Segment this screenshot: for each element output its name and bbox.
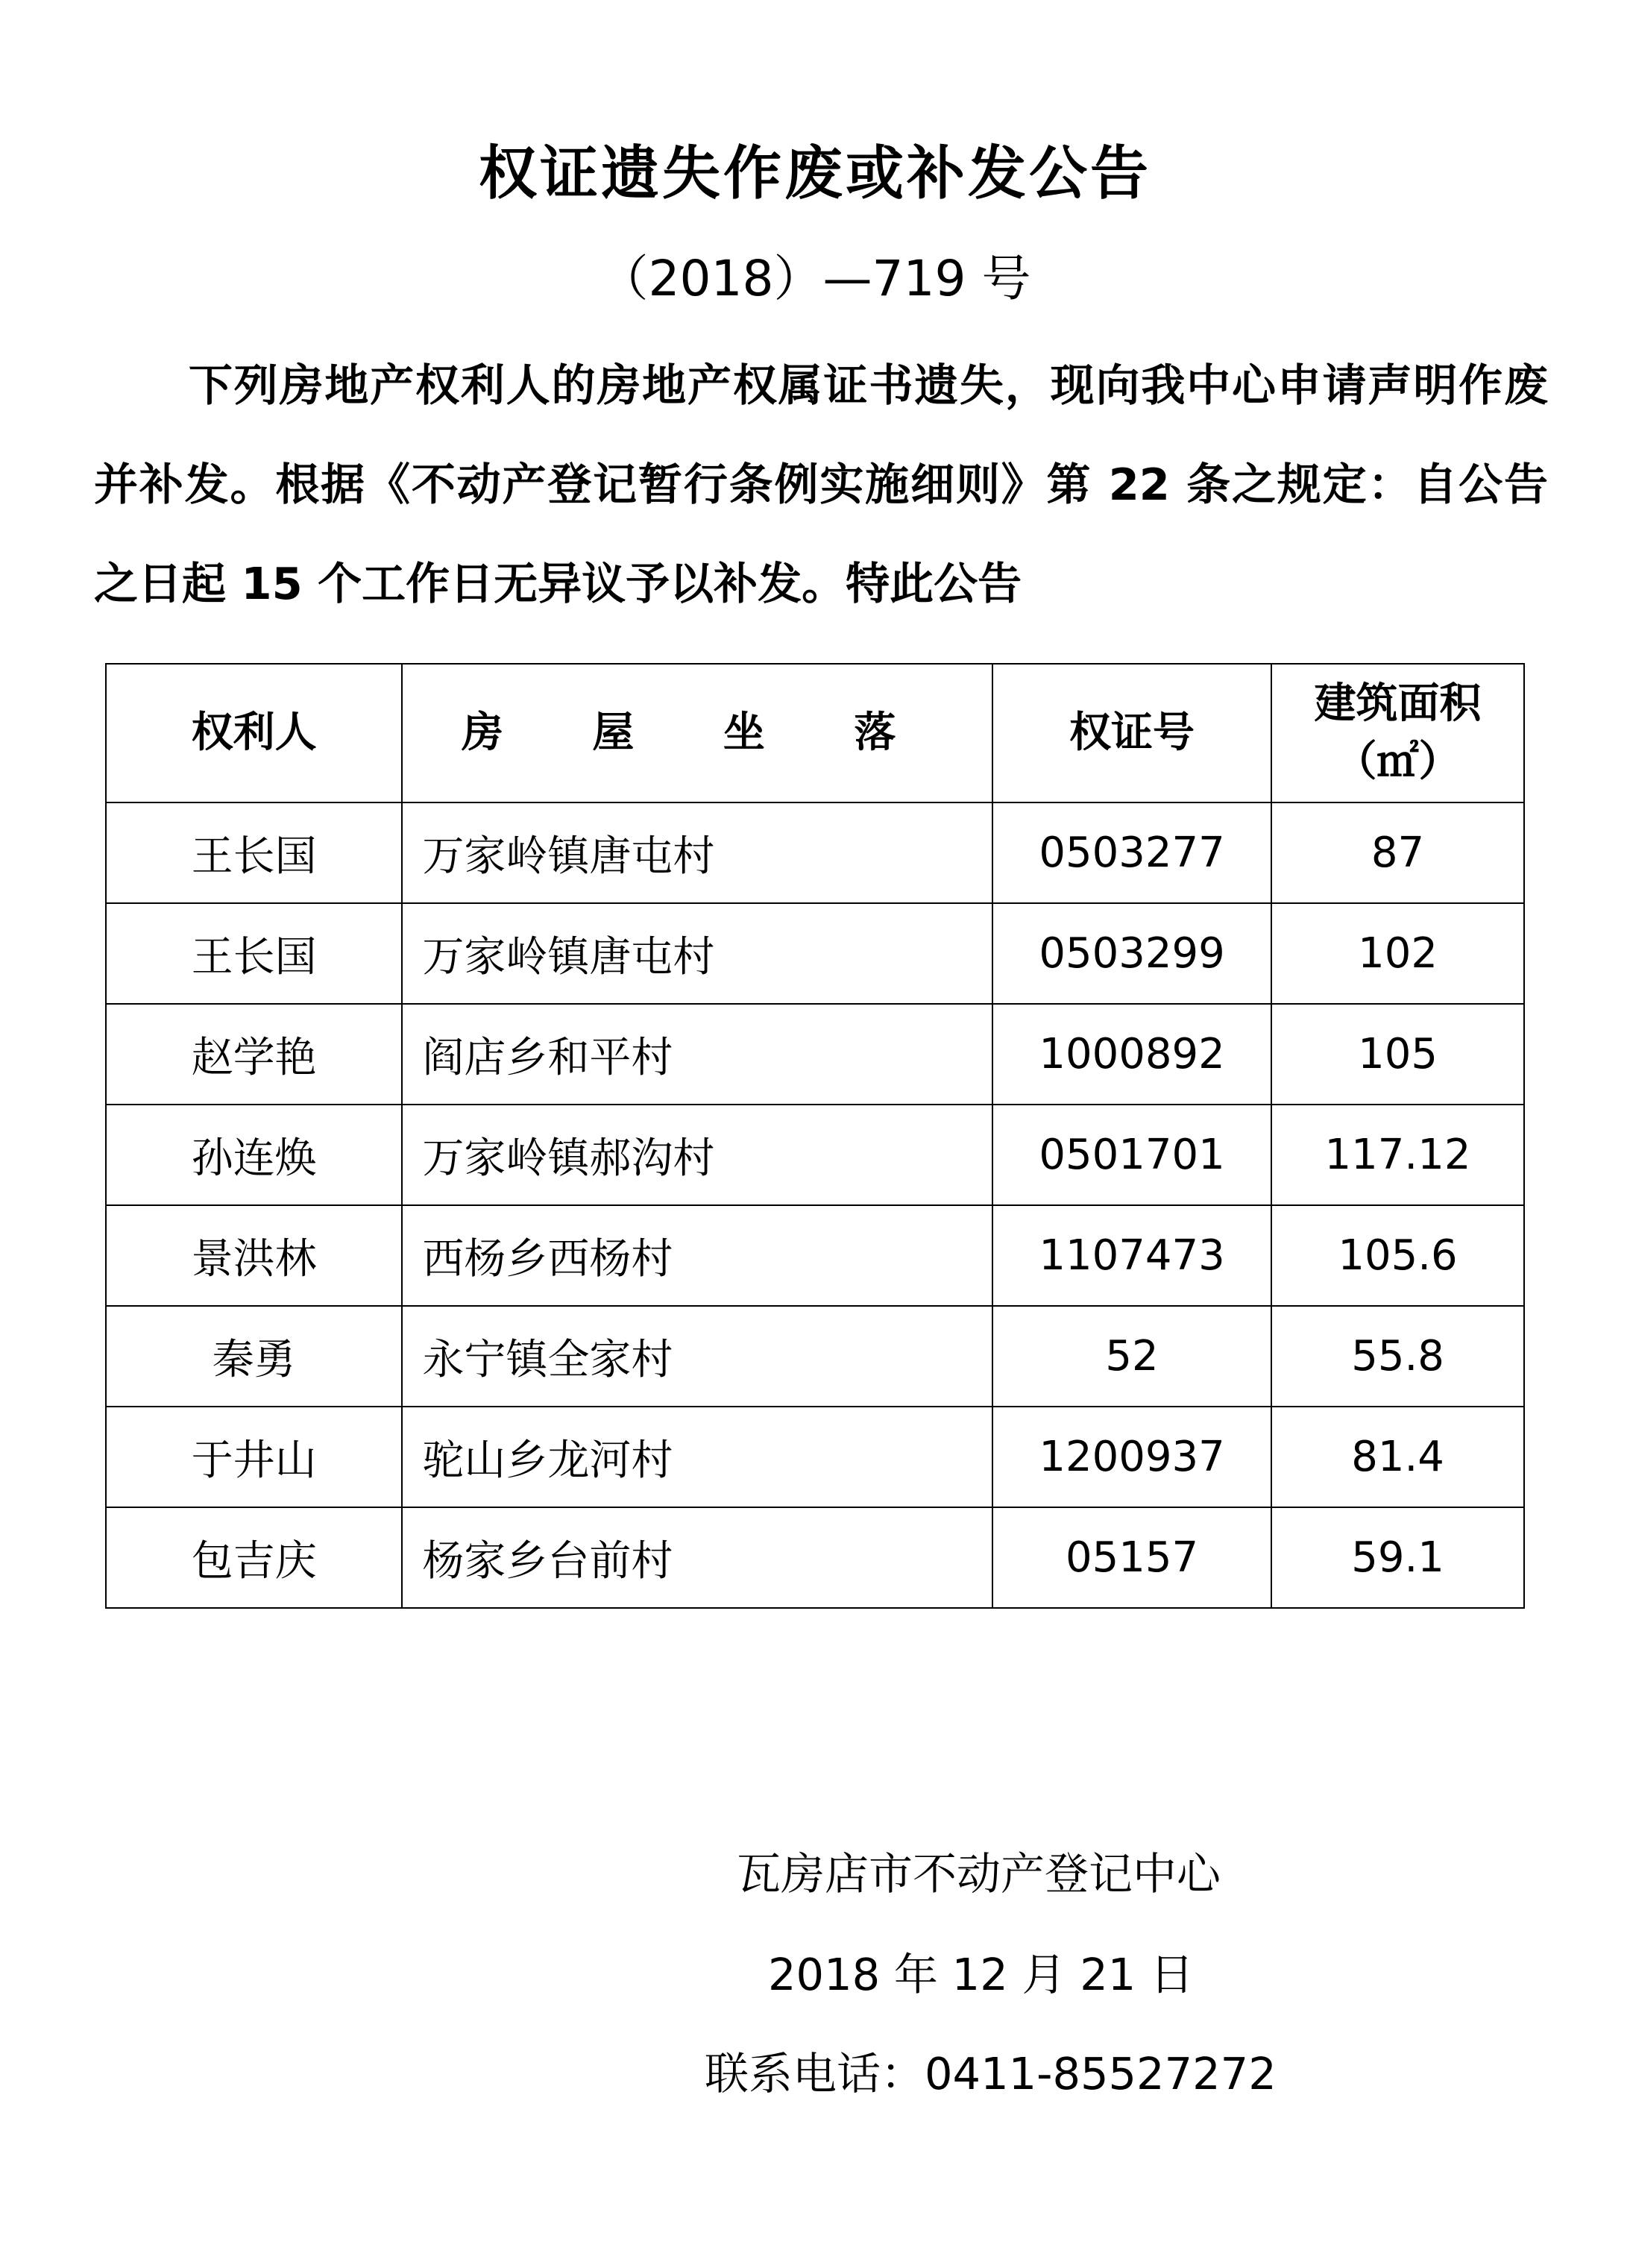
- header-location: [402, 664, 992, 802]
- cell-cert-no: 05157: [992, 1507, 1271, 1608]
- table-row: [106, 1507, 1524, 1608]
- cell-cert-no: 1000892: [992, 1004, 1271, 1105]
- table-header-row: [106, 664, 1524, 802]
- cell-location: 万家岭镇郝沟村: [402, 1105, 992, 1205]
- paragraph-text: 下列房地产权利人的房地产权属证书遗失，现向我中心申请声明作废并补发。根据《不动产登记暂行条例实施细则》第 22 条之规定：自公告之日起 15 个工作日无异议予以补发。特此公告: [94, 359, 1548, 609]
- cell-owner: 秦勇: [106, 1306, 402, 1407]
- cell-cert-no: 0503277: [992, 802, 1271, 903]
- cell-owner: 于井山: [106, 1407, 402, 1507]
- header-area-label: 建筑面积: [1314, 679, 1482, 728]
- footer-date: 2018 年 12 月 21 日: [768, 1949, 1195, 2000]
- cell-location: 万家岭镇唐屯村: [402, 903, 992, 1004]
- cell-cert-no: 1107473: [992, 1205, 1271, 1306]
- cell-cert-no: 0501701: [992, 1105, 1271, 1205]
- cell-owner: 包吉庆: [106, 1507, 402, 1608]
- cell-area: 87: [1271, 802, 1524, 903]
- cell-location: 西杨乡西杨村: [402, 1205, 992, 1306]
- cell-owner: 孙连焕: [106, 1105, 402, 1205]
- footer-organization: 瓦房店市不动产登记中心: [737, 1848, 1221, 1900]
- table-row: [106, 903, 1524, 1004]
- records-table: [105, 663, 1525, 1609]
- cell-area: 55.8: [1271, 1306, 1524, 1407]
- cell-location: 万家岭镇唐屯村: [402, 802, 992, 903]
- cell-area: 102: [1271, 903, 1524, 1004]
- cell-area: 105: [1271, 1004, 1524, 1105]
- cell-cert-no: 52: [992, 1306, 1271, 1407]
- cell-owner: 景洪林: [106, 1205, 402, 1306]
- cell-owner: 王长国: [106, 802, 402, 903]
- header-owner: 权利人: [106, 664, 402, 802]
- table-row: [106, 1205, 1524, 1306]
- cell-location: 阎店乡和平村: [402, 1004, 992, 1105]
- notice-paragraph: [94, 336, 1548, 633]
- cell-location: 杨家乡台前村: [402, 1507, 992, 1608]
- cell-owner: 王长国: [106, 903, 402, 1004]
- cell-area: 117.12: [1271, 1105, 1524, 1205]
- table-row: [106, 1004, 1524, 1105]
- cell-owner: 赵学艳: [106, 1004, 402, 1105]
- table-row: [106, 802, 1524, 903]
- header-location-label: 房 屋 坐 落: [461, 709, 934, 757]
- notice-title: 权证遗失作废或补发公告: [478, 140, 1151, 207]
- cell-area: 59.1: [1271, 1507, 1524, 1608]
- header-area-unit: （㎡）: [1335, 738, 1461, 786]
- cell-location: 永宁镇全家村: [402, 1306, 992, 1407]
- header-area: [1271, 664, 1524, 802]
- cell-cert-no: 1200937: [992, 1407, 1271, 1507]
- cell-area: 105.6: [1271, 1205, 1524, 1306]
- table-row: [106, 1407, 1524, 1507]
- cell-location: 驼山乡龙河村: [402, 1407, 992, 1507]
- header-cert-no: 权证号: [992, 664, 1271, 802]
- table-row: [106, 1306, 1524, 1407]
- cell-cert-no: 0503299: [992, 903, 1271, 1004]
- document-number: （2018）—719 号: [599, 250, 1031, 307]
- table-row: [106, 1105, 1524, 1205]
- footer-phone: 联系电话：0411-85527272: [705, 2048, 1277, 2099]
- cell-area: 81.4: [1271, 1407, 1524, 1507]
